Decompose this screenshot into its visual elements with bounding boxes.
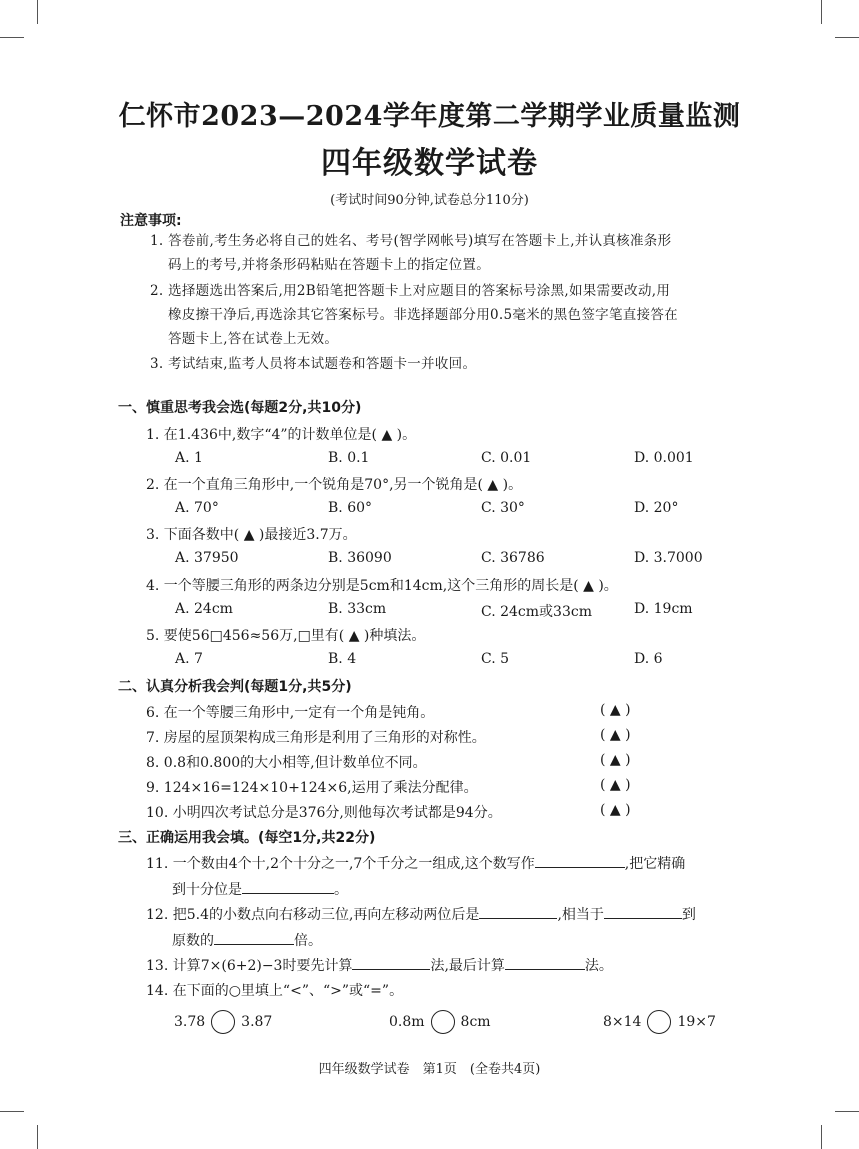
q12-text-e: 倍。 — [294, 933, 322, 949]
q12-text-c: 到 — [681, 907, 696, 923]
q5-option-c: C. 5 — [481, 651, 510, 667]
comparison-3 — [603, 1010, 716, 1034]
answer-mark: ( ▲ ) — [600, 777, 631, 793]
comparison-2 — [389, 1010, 491, 1034]
answer-mark: ( ▲ ) — [600, 802, 631, 818]
question-12-line-1 — [146, 904, 696, 924]
q11-text-a: 11. 一个数由4个十,2个十分之一,7个千分之一组成,这个数写作 — [146, 856, 535, 872]
notice-heading: 注意事项: — [120, 213, 182, 229]
q13-text-a: 13. 计算7×(6+2)−3时要先计算 — [146, 958, 353, 974]
comparison-left: 3.78 — [174, 1014, 206, 1030]
question-9: 9. 124×16=124×10+124×6,运用了乘法分配律。 — [146, 780, 478, 796]
comparison-right: 19×7 — [677, 1014, 716, 1030]
q12-text-b: ,相当于 — [557, 907, 604, 923]
question-3: 3. 下面各数中( ▲ )最接近3.7万。 — [146, 527, 357, 543]
answer-blank[interactable] — [505, 955, 585, 970]
crop-mark — [37, 1125, 38, 1149]
crop-mark — [821, 0, 822, 24]
comparison-left: 0.8m — [389, 1014, 425, 1030]
q3-option-a: A. 37950 — [175, 550, 239, 566]
question-10: 10. 小明四次考试总分是376分,则他每次考试都是94分。 — [146, 805, 502, 821]
q4-option-b: B. 33cm — [328, 601, 387, 617]
question-11-line-1 — [146, 853, 685, 873]
answer-blank[interactable] — [535, 853, 625, 868]
comparison-left: 8×14 — [603, 1014, 642, 1030]
compare-circle[interactable] — [431, 1010, 455, 1034]
q4-option-c: C. 24cm或33cm — [481, 604, 592, 620]
q13-text-b: 法,最后计算 — [430, 958, 505, 974]
q2-option-b: B. 60° — [328, 500, 373, 516]
q2-option-a: A. 70° — [175, 500, 219, 516]
answer-mark: ( ▲ ) — [600, 702, 631, 718]
q12-text-d: 原数的 — [172, 933, 214, 949]
answer-mark: ( ▲ ) — [600, 752, 631, 768]
compare-circle[interactable] — [647, 1010, 671, 1034]
exam-info: (考试时间90分钟,试卷总分110分) — [330, 193, 529, 208]
question-1: 1. 在1.436中,数字“4”的计数单位是( ▲ )。 — [146, 427, 417, 443]
question-7: 7. 房屋的屋顶架构成三角形是利用了三角形的对称性。 — [146, 730, 486, 746]
question-5: 5. 要使56□456≈56万,□里有( ▲ )种填法。 — [146, 628, 426, 644]
question-8: 8. 0.8和0.800的大小相等,但计数单位不同。 — [146, 755, 427, 771]
section-2-heading: 二、认真分析我会判(每题1分,共5分) — [118, 679, 352, 695]
comparison-1 — [174, 1010, 272, 1034]
q11-text-b: ,把它精确 — [624, 856, 686, 872]
q13-text-c: 法。 — [584, 958, 613, 974]
q11-text-c: 到十分位是 — [172, 882, 242, 898]
question-4: 4. 一个等腰三角形的两条边分别是5cm和14cm,这个三角形的周长是( ▲ )。 — [146, 578, 618, 594]
notice-item-1-line-2: 码上的考号,并将条形码粘贴在答题卡上的指定位置。 — [168, 257, 490, 273]
q4-option-a: A. 24cm — [175, 601, 233, 617]
comparison-right: 3.87 — [241, 1014, 273, 1030]
crop-mark — [835, 1111, 859, 1112]
answer-blank[interactable] — [214, 930, 294, 945]
crop-mark — [0, 1111, 24, 1112]
answer-blank[interactable] — [479, 904, 557, 919]
q1-option-c: C. 0.01 — [481, 450, 532, 466]
exam-subject-title: 四年级数学试卷 — [321, 146, 538, 181]
answer-mark: ( ▲ ) — [600, 727, 631, 743]
q3-option-b: B. 36090 — [328, 550, 392, 566]
question-12-line-2 — [172, 930, 322, 950]
q2-option-d: D. 20° — [634, 500, 679, 516]
crop-mark — [0, 37, 24, 38]
q5-option-a: A. 7 — [175, 651, 203, 667]
q3-option-c: C. 36786 — [481, 550, 545, 566]
answer-blank[interactable] — [604, 904, 682, 919]
question-2: 2. 在一个直角三角形中,一个锐角是70°,另一个锐角是( ▲ )。 — [146, 477, 523, 493]
exam-title: 仁怀市2023—2024学年度第二学期学业质量监测 — [118, 101, 741, 132]
notice-item-2-line-1: 2. 选择题选出答案后,用2B铅笔把答题卡上对应题目的答案标号涂黑,如果需要改动,用 — [150, 283, 671, 299]
notice-item-2-line-3: 答题卡上,答在试卷上无效。 — [168, 331, 339, 347]
question-13 — [146, 955, 613, 975]
q5-option-b: B. 4 — [328, 651, 357, 667]
crop-mark — [37, 0, 38, 24]
question-11-line-2 — [172, 879, 348, 899]
q1-option-d: D. 0.001 — [634, 450, 694, 466]
q1-option-b: B. 0.1 — [328, 450, 370, 466]
q5-option-d: D. 6 — [634, 651, 663, 667]
answer-blank[interactable] — [352, 955, 430, 970]
notice-item-3-line-1: 3. 考试结束,监考人员将本试题卷和答题卡一并收回。 — [150, 356, 477, 372]
notice-item-2-line-2: 橡皮擦干净后,再选涂其它答案标号。非选择题部分用0.5毫米的黑色签字笔直接答在 — [168, 307, 678, 323]
q4-option-d: D. 19cm — [634, 601, 693, 617]
q1-option-a: A. 1 — [175, 450, 203, 466]
section-1-heading: 一、慎重思考我会选(每题2分,共10分) — [118, 400, 362, 416]
question-6: 6. 在一个等腰三角形中,一定有一个角是钝角。 — [146, 705, 435, 721]
notice-item-1-line-1: 1. 答卷前,考生务必将自己的姓名、考号(智学网帐号)填写在答题卡上,并认真核准条形 — [150, 233, 672, 249]
q2-option-c: C. 30° — [481, 500, 525, 516]
crop-mark — [835, 37, 859, 38]
compare-circle[interactable] — [211, 1010, 235, 1034]
q3-option-d: D. 3.7000 — [634, 550, 703, 566]
page-footer: 四年级数学试卷 第1页 (全卷共4页) — [318, 1062, 541, 1077]
answer-blank[interactable] — [242, 879, 334, 894]
crop-mark — [821, 1125, 822, 1149]
section-3-heading: 三、正确运用我会填。(每空1分,共22分) — [118, 830, 376, 846]
comparison-right: 8cm — [460, 1014, 491, 1030]
question-14: 14. 在下面的○里填上“<”、“>”或“=”。 — [146, 983, 404, 999]
q12-text-a: 12. 把5.4的小数点向右移动三位,再向左移动两位后是 — [146, 907, 480, 923]
q11-text-d: 。 — [334, 882, 348, 898]
